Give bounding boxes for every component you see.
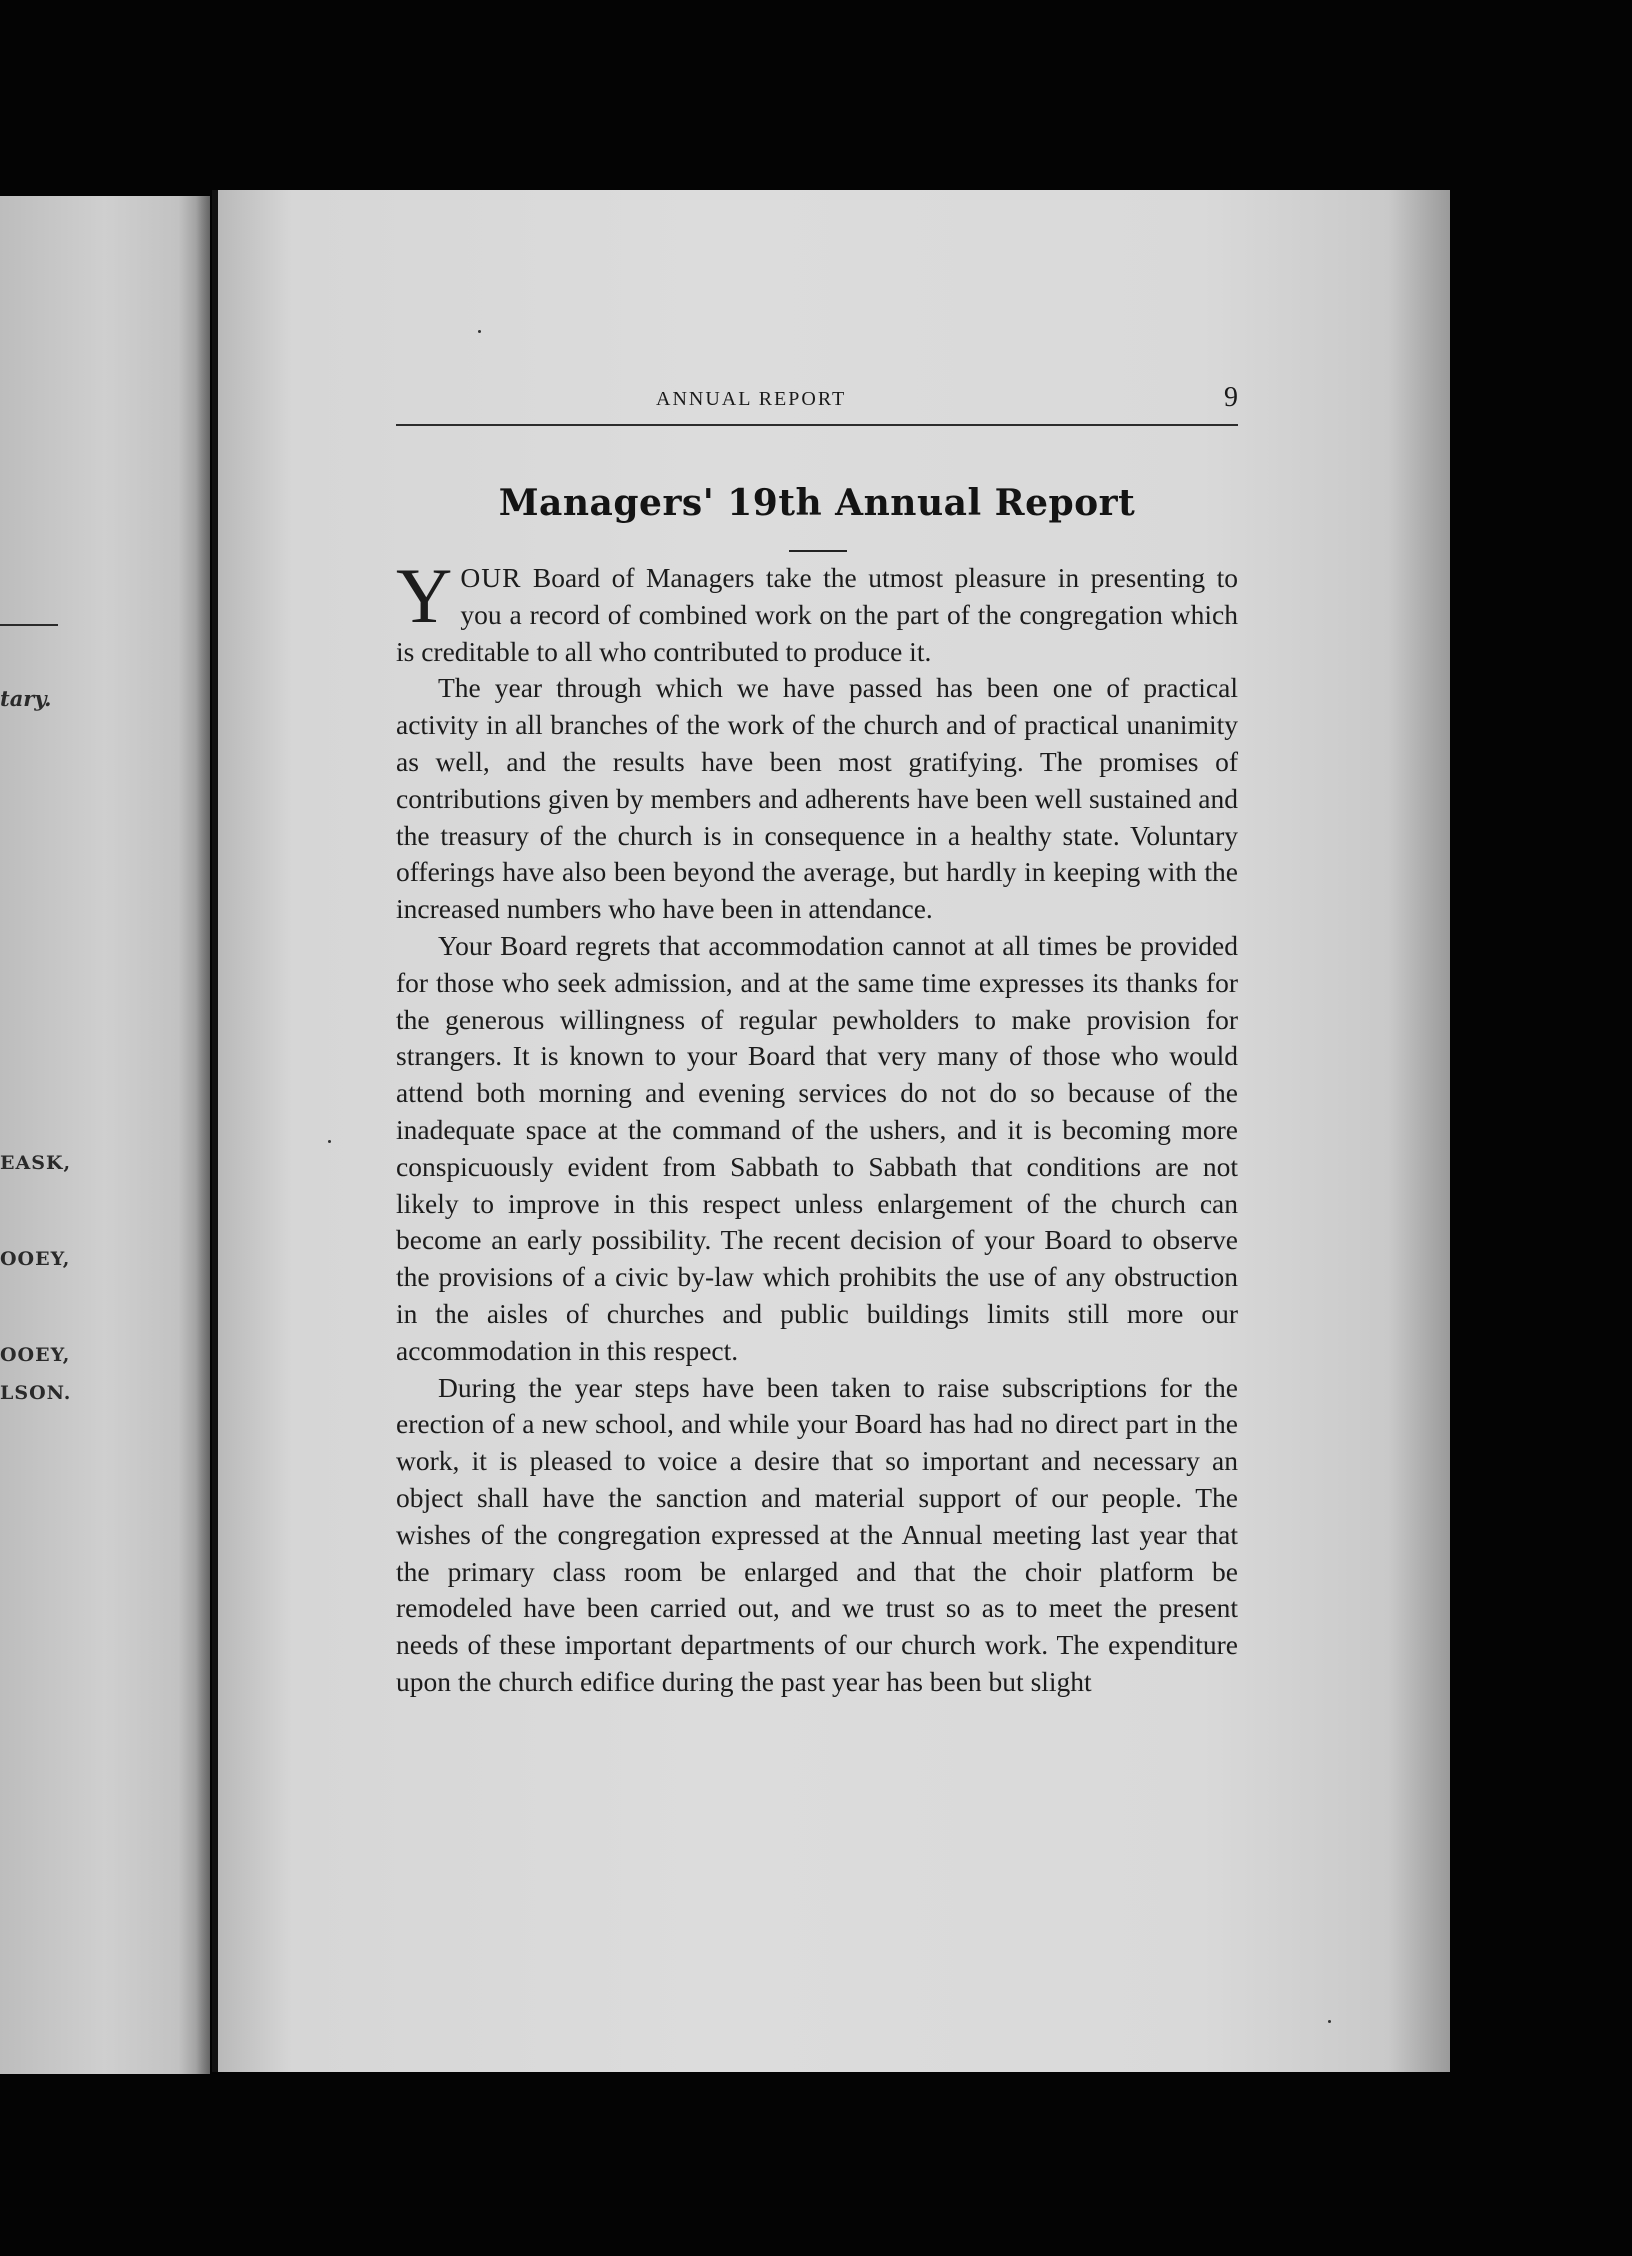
paragraph	[396, 552, 1238, 670]
paragraph: The year through which we have passed has been one of practical activity in all branches of the work of the church and of practical unanimity as well, and the results have been most gratifying. The promises of contributions given by members and adherents have been well sustained and the treasury of the church is in consequence in a healthy state. Voluntary offerings have also been beyond the average, but hardly in keeping with the increased numbers who have been in attendance.	[396, 672, 1238, 925]
report-body	[396, 552, 1238, 1701]
running-head	[396, 382, 1238, 428]
left-page-fragment: LSON.	[0, 1382, 72, 1404]
drop-cap: Y	[396, 552, 453, 639]
running-head-rule	[396, 424, 1238, 426]
left-page-rule	[0, 624, 58, 626]
left-page-fragment: OOEY,	[0, 1344, 71, 1366]
paragraph-text: Board of Managers take the utmost pleasure in presenting to you a record of combined work on the part of the congregation which is creditable to all who contributed to produce it.	[396, 562, 1238, 667]
scan-speck	[328, 1140, 331, 1143]
left-page-fragment: tary.	[0, 686, 52, 711]
paragraph: During the year steps have been taken to raise subscriptions for the erection of a new school, and while your Board has had no direct part in the work, it is pleased to voice a desire that so important and necessary an object shall have the sanction and material support of our people. The wishes of the congregation expressed at the Annual meeting last year that the primary class room be enlarged and that the choir platform be remodeled have been carried out, and we trust so as to meet the present needs of these important departments of our church work. The expenditure upon the church edifice during the past year has been but slight	[396, 1371, 1238, 1697]
left-page-fragment: EASK,	[0, 1152, 72, 1174]
left-page	[0, 196, 210, 2074]
paragraph: Your Board regrets that accommodation cannot at all times be provided for those who seek admission, and at the same time expresses its thanks for the generous willingness of regular pewholders to make provision for strangers. It is known to your Board that very many of those who would attend both morning and evening services do not do so because of the inadequate space at the command of the ushers, and it is becoming more conspicuously evident from Sabbath to Sabbath that conditions are not likely to improve in this respect unless enlargement of the church can become an early possibility. The recent decision of your Board to observe the provisions of a civic by-law which prohibits the use of any obstruction in the aisles of churches and public buildings limits still more our accommodation in this respect.	[396, 929, 1238, 1366]
running-head-title: ANNUAL REPORT	[656, 388, 847, 410]
page-title: Managers' 19th Annual Report	[498, 482, 1136, 524]
right-page	[212, 190, 1450, 2072]
first-word-rest: OUR	[460, 562, 522, 593]
page-number: 9	[1224, 382, 1238, 413]
scan-speck	[1328, 2020, 1331, 2023]
left-page-fragment: OOEY,	[0, 1248, 71, 1270]
page-text-block	[396, 190, 1242, 2072]
title-rule	[789, 550, 847, 552]
scan-speck	[478, 330, 481, 333]
